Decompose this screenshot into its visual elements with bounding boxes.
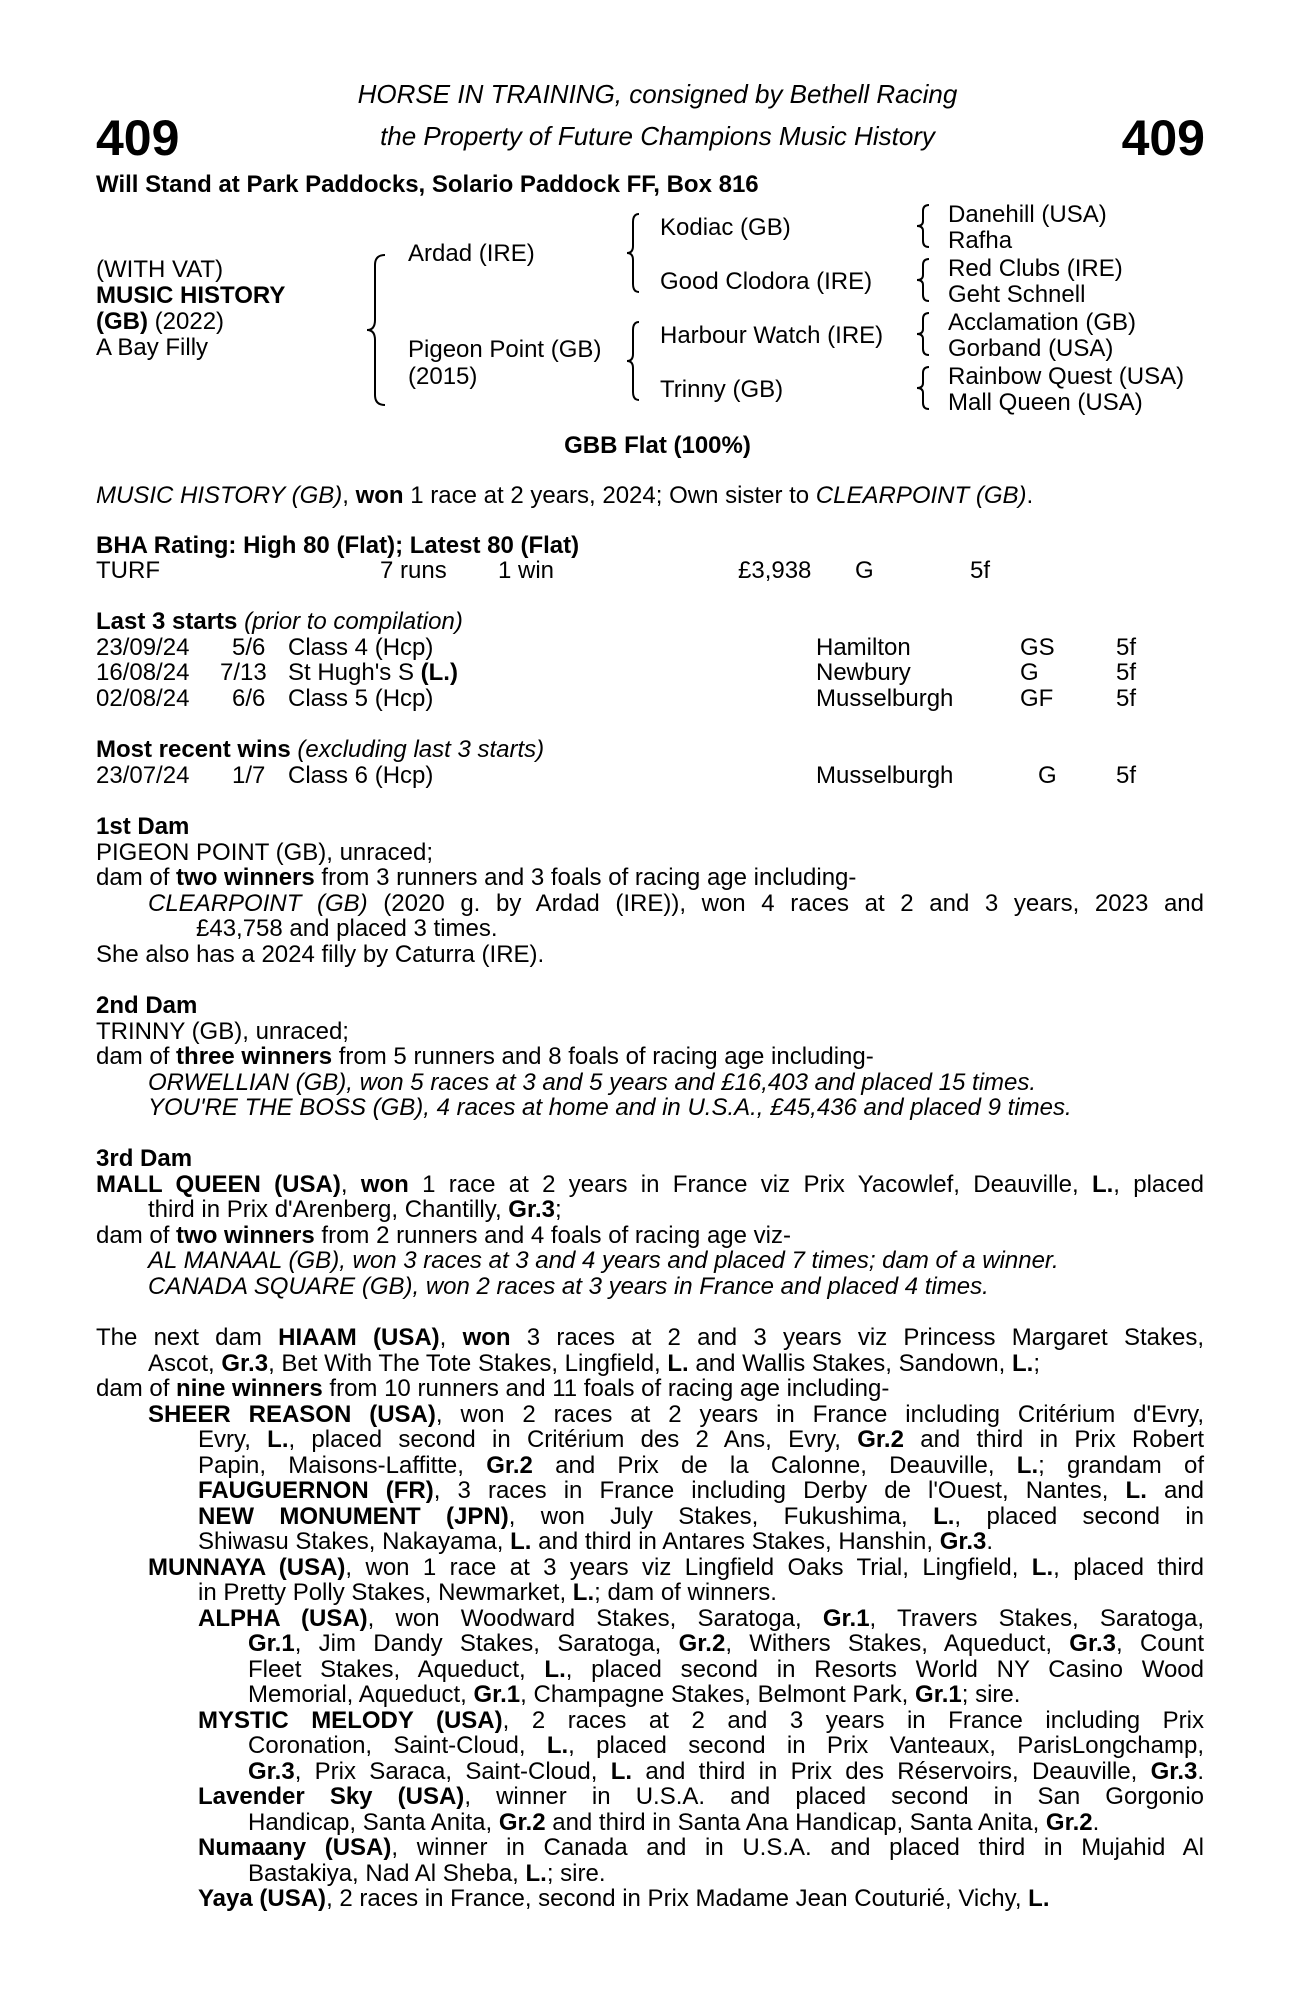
text: from 5 runners and 8 foals of racing age including-: [332, 1043, 874, 1070]
row-distance: 5f: [1116, 659, 1137, 686]
pedigree-brace-main: [365, 250, 395, 410]
progeny-name: Numaany (USA): [198, 1834, 392, 1861]
text: Fleet Stakes, Aqueduct,: [248, 1655, 545, 1683]
progeny-line: [96, 1402, 1204, 1428]
progeny-line: [96, 1810, 1204, 1836]
text: dam of: [96, 1375, 177, 1402]
next-dam-section: [96, 1325, 1204, 1912]
row-course: Musselburgh: [816, 685, 954, 712]
text: ; grandam of: [1038, 1451, 1204, 1479]
won-label: won: [462, 1324, 511, 1351]
pedigree-dam: Pigeon Point (GB): [408, 336, 602, 363]
text: , won 3 races at 3 and 4 years and placed 7 times; dam of a winner.: [339, 1247, 1059, 1274]
winners-count: two winners: [176, 1221, 315, 1249]
text: , placed second in Prix Vanteaux, ParisLongchamp,: [568, 1732, 1204, 1759]
third-dam-section: [96, 1146, 1204, 1299]
text: , Bet With The Tote Stakes, Lingfield,: [268, 1349, 668, 1377]
dam-line: [96, 1376, 1204, 1402]
dam-line: TRINNY (GB), unraced;: [96, 1017, 349, 1045]
summary-won: won: [355, 482, 404, 509]
text: , won 2 races at 2 years in France including Critérium d'Evry,: [435, 1400, 1204, 1428]
group-label: Gr.2: [498, 1808, 546, 1836]
turf-prize: £3,938: [738, 557, 812, 584]
summary-horse: MUSIC HISTORY (GB): [96, 482, 343, 509]
dam-line: [96, 1223, 1204, 1249]
progeny-line: [96, 1708, 1204, 1734]
progeny-line: £43,758 and placed 3 times.: [196, 915, 498, 942]
text: ; dam of winners.: [594, 1579, 777, 1606]
listed-label: L.: [510, 1528, 532, 1555]
progeny-line: [96, 1835, 1204, 1861]
progeny-line: [96, 1733, 1204, 1759]
pedigree-brace-clodora: [915, 257, 935, 303]
text: , won July Stakes, Fukushima,: [508, 1502, 934, 1530]
pedigree-brace-dam: [625, 320, 645, 402]
progeny-name: ALPHA (USA): [198, 1604, 368, 1632]
text: and third in Prix des Réservoirs, Deauville,: [632, 1757, 1151, 1785]
row-race: [288, 660, 458, 686]
text: (2020 g. by Ardad (IRE)), won 4 races at 2 and 3 years, 2023 and: [367, 889, 1204, 917]
progeny-name: FAUGUERNON (FR): [198, 1477, 434, 1504]
progeny-line: [96, 1580, 1204, 1606]
listed-label: L.: [1125, 1477, 1147, 1504]
text: , Withers Stakes, Aqueduct,: [725, 1630, 1070, 1657]
text: , placed second in: [954, 1502, 1204, 1530]
text: , placed second in Critérium des 2 Ans, Evry,: [288, 1426, 858, 1453]
progeny-line: [96, 1248, 1204, 1274]
summary-sister: CLEARPOINT (GB): [815, 482, 1027, 509]
text: , Count: [1115, 1630, 1204, 1657]
pedigree-gen3-3: Red Clubs (IRE): [948, 255, 1123, 282]
lot-number-right: 409: [1121, 110, 1205, 166]
row-distance: 5f: [1116, 685, 1137, 712]
listed-label: L.: [544, 1655, 566, 1683]
row-going: GF: [1020, 685, 1054, 712]
row-race: Class 4 (Hcp): [288, 634, 434, 661]
group-label: Gr.2: [857, 1426, 904, 1453]
lot-number-left: 409: [96, 110, 180, 166]
progeny-name: YOU'RE THE BOSS (GB): [148, 1094, 424, 1121]
row-race-listed: (L.): [420, 659, 458, 686]
progeny-line: [96, 1453, 1204, 1479]
won-label: won: [360, 1170, 409, 1198]
text: .: [986, 1528, 994, 1555]
row-course: Hamilton: [816, 634, 911, 661]
text: Shiwasu Stakes, Nakayama,: [198, 1528, 511, 1555]
group-label: Gr.3: [221, 1349, 269, 1377]
text: dam of: [96, 864, 177, 891]
first-dam-section: [96, 814, 1204, 967]
pedigree-dam-year: (2015): [408, 363, 478, 390]
progeny-name: Lavender Sky (USA): [198, 1783, 465, 1810]
dam-line: [96, 1197, 1204, 1223]
text: , Travers Stakes, Saratoga,: [869, 1604, 1204, 1632]
section-heading: 3rd Dam: [96, 1145, 193, 1172]
dam-line: [96, 1044, 1204, 1070]
row-distance: 5f: [1116, 634, 1137, 661]
turf-going: G: [855, 557, 874, 584]
group-label: Gr.3: [939, 1528, 987, 1555]
group-label: Gr.2: [678, 1630, 726, 1657]
text: and third in Antares Stakes, Hanshin,: [531, 1528, 940, 1555]
progeny-line: [96, 1555, 1204, 1581]
progeny-line: [96, 1861, 1204, 1887]
row-date: 23/09/24: [96, 634, 190, 661]
race-summary: MUSIC HISTORY (GB), won 1 race at 2 years, 2024; Own sister to CLEARPOINT (GB).: [96, 482, 1034, 509]
row-distance: 5f: [1116, 762, 1137, 789]
summary-end: .: [1026, 482, 1034, 509]
progeny-line: [96, 1657, 1204, 1683]
text: Ascot,: [148, 1349, 222, 1377]
pedigree-sire: Ardad (IRE): [408, 240, 535, 267]
gbb-rating: GBB Flat (100%): [564, 432, 751, 459]
progeny-line: [96, 1784, 1204, 1810]
dam-line: PIGEON POINT (GB), unraced;: [96, 838, 433, 866]
text: ;: [1033, 1349, 1040, 1377]
text: dam of: [96, 1043, 177, 1070]
text: , placed third: [1053, 1553, 1204, 1581]
text: , Jim Dandy Stakes, Saratoga,: [294, 1630, 679, 1657]
text: ,: [340, 1170, 361, 1198]
listed-label: L.: [667, 1349, 689, 1377]
row-course: Musselburgh: [816, 762, 954, 789]
recent-wins-title: [96, 737, 544, 763]
section-heading: 2nd Dam: [96, 992, 198, 1019]
progeny-line: [96, 1682, 1204, 1708]
row-position: 6/6: [232, 685, 266, 712]
listed-label: L.: [546, 1732, 569, 1759]
last3-heading: Last 3 starts: [96, 608, 238, 635]
horse-country: (GB): [96, 308, 148, 335]
pedigree-gen3-8: Mall Queen (USA): [948, 389, 1143, 416]
turf-wins: 1 win: [498, 557, 555, 584]
text: , 2 races in France, second in Prix Madame Jean Couturié, Vichy,: [326, 1885, 1029, 1912]
progeny-line: [96, 891, 1204, 917]
recent-note: (excluding last 3 starts): [290, 736, 545, 763]
group-label: Gr.1: [473, 1681, 521, 1708]
horse-year: (2022): [147, 308, 225, 335]
text: from 10 runners and 11 foals of racing age including-: [322, 1375, 890, 1402]
vat-label: (WITH VAT): [96, 256, 224, 283]
text: , won Woodward Stakes, Saratoga,: [367, 1604, 823, 1632]
text: 1 race at 2 years in France viz Prix Yacowlef, Deauville,: [408, 1170, 1092, 1198]
progeny-line: [96, 1427, 1204, 1453]
text: , won 1 race at 3 years viz Lingfield Oaks Trial, Lingfield,: [345, 1553, 1032, 1581]
dam-line: She also has a 2024 filly by Caturra (IRE).: [96, 940, 545, 968]
progeny-line: [96, 1070, 1204, 1096]
progeny-name: NEW MONUMENT (JPN): [198, 1502, 509, 1530]
listed-label: L.: [1012, 1349, 1034, 1377]
text: , 3 races in France including Derby de l'Ouest, Nantes,: [433, 1477, 1126, 1504]
pedigree-gen3-7: Rainbow Quest (USA): [948, 363, 1185, 390]
text: ; sire.: [546, 1859, 606, 1887]
progeny-line: [96, 1759, 1204, 1785]
dam-line: [96, 865, 1204, 891]
listed-label: L.: [933, 1502, 955, 1530]
listed-label: L.: [1091, 1170, 1114, 1198]
turf-surface: TURF: [96, 557, 160, 584]
row-race: Class 6 (Hcp): [288, 762, 434, 789]
text: , placed second in Resorts World NY Casino Wood: [565, 1655, 1204, 1683]
text: Bastakiya, Nad Al Sheba,: [248, 1859, 526, 1887]
pedigree-gen2-4: Trinny (GB): [660, 376, 784, 403]
dam-line: [96, 1351, 1204, 1377]
pedigree-brace-kodiac: [915, 203, 935, 249]
section-heading: 1st Dam: [96, 813, 190, 840]
row-course: Newbury: [816, 659, 911, 686]
group-label: Gr.3: [508, 1196, 555, 1223]
text: Handicap, Santa Anita,: [248, 1808, 499, 1836]
text: ;: [555, 1196, 562, 1223]
summary-text: 1 race at 2 years, 2024; Own sister to: [403, 482, 816, 509]
row-position: 5/6: [232, 634, 266, 661]
horse-description: A Bay Filly: [96, 334, 209, 361]
winners-count: three winners: [176, 1043, 333, 1070]
group-label: Gr.2: [486, 1451, 533, 1479]
row-date: 23/07/24: [96, 762, 190, 789]
text: ,: [439, 1324, 463, 1351]
stand-location: Will Stand at Park Paddocks, Solario Paddock FF, Box 816: [96, 171, 759, 198]
pedigree-gen2-3: Harbour Watch (IRE): [660, 322, 884, 349]
header-property: the Property of Future Champions Music History: [380, 121, 935, 151]
text: , won 2 races at 3 years in France and placed 4 times.: [412, 1272, 989, 1300]
row-race-text: St Hugh's S: [288, 659, 421, 686]
group-label: Gr.1: [248, 1630, 295, 1657]
last3-note: (prior to compilation): [237, 608, 463, 635]
recent-heading: Most recent wins: [96, 736, 291, 763]
pedigree-gen2-1: Kodiac (GB): [660, 214, 791, 241]
header-consignor: HORSE IN TRAINING, consigned by Bethell Racing: [357, 79, 958, 109]
row-race: Class 5 (Hcp): [288, 685, 434, 712]
text: third in Prix d'Arenberg, Chantilly,: [148, 1196, 509, 1223]
dam-name: MALL QUEEN (USA): [96, 1170, 341, 1198]
row-date: 02/08/24: [96, 685, 190, 712]
pedigree-brace-sire: [625, 212, 645, 294]
listed-label: L.: [1028, 1885, 1050, 1912]
progeny-line: [96, 1095, 1204, 1121]
text: Papin, Maisons-Laffitte,: [198, 1451, 487, 1479]
pedigree-brace-trinny: [915, 365, 935, 411]
horse-origin: [96, 309, 224, 335]
progeny-name: CLEARPOINT (GB): [148, 889, 368, 917]
text: and third in Santa Ana Handicap, Santa Anita,: [545, 1808, 1046, 1836]
progeny-line: [96, 1606, 1204, 1632]
turf-distance: 5f: [970, 557, 991, 584]
progeny-name: MUNNAYA (USA): [148, 1553, 346, 1581]
text: .: [1092, 1808, 1100, 1836]
turf-runs: 7 runs: [380, 557, 447, 584]
listed-label: L.: [1031, 1553, 1054, 1581]
listed-label: L.: [525, 1859, 547, 1887]
group-label: Gr.1: [822, 1604, 870, 1632]
last3-title: [96, 609, 463, 635]
bha-rating: BHA Rating: High 80 (Flat); Latest 80 (Flat): [96, 532, 580, 559]
row-going: G: [1038, 762, 1057, 789]
progeny-name: MYSTIC MELODY (USA): [198, 1706, 503, 1734]
dam-line: [96, 1325, 1204, 1351]
text: and: [1146, 1477, 1204, 1504]
text: in Pretty Polly Stakes, Newmarket,: [198, 1579, 573, 1606]
pedigree-gen3-4: Geht Schnell: [948, 281, 1086, 308]
pedigree-brace-harbour: [915, 311, 935, 357]
row-date: 16/08/24: [96, 659, 190, 686]
progeny-name: CANADA SQUARE (GB): [148, 1272, 413, 1300]
pedigree-gen3-5: Acclamation (GB): [948, 309, 1137, 336]
pedigree-gen2-2: Good Clodora (IRE): [660, 268, 873, 295]
dam-line: [96, 1172, 1204, 1198]
winners-count: nine winners: [176, 1375, 323, 1402]
text: and Prix de la Calonne, Deauville,: [532, 1451, 1017, 1479]
progeny-line: [96, 1478, 1204, 1504]
text: , 2 races at 2 and 3 years in France including Prix: [502, 1706, 1204, 1734]
text: dam of: [96, 1221, 177, 1249]
text: from 3 runners and 3 foals of racing age including-: [314, 864, 857, 891]
row-going: GS: [1020, 634, 1055, 661]
row-position: 7/13: [220, 659, 267, 686]
text: and Wallis Stakes, Sandown,: [688, 1349, 1012, 1377]
text: from 2 runners and 4 foals of racing age viz-: [314, 1221, 791, 1249]
listed-label: L.: [267, 1426, 289, 1453]
text: , Champagne Stakes, Belmont Park,: [520, 1681, 916, 1708]
listed-label: L.: [572, 1579, 595, 1606]
progeny-line: [96, 1631, 1204, 1657]
row-going: G: [1020, 659, 1039, 686]
group-label: Gr.3: [1150, 1757, 1198, 1785]
dam-name: HIAAM (USA): [278, 1324, 440, 1351]
listed-label: L.: [1016, 1451, 1039, 1479]
pedigree-gen3-2: Rafha: [948, 227, 1013, 254]
text: .: [1197, 1757, 1205, 1785]
text: and third in Prix Robert: [903, 1426, 1205, 1453]
winners-count: two winners: [176, 864, 315, 891]
group-label: Gr.1: [915, 1681, 962, 1708]
text: ; sire.: [961, 1681, 1021, 1708]
text: Memorial, Aqueduct,: [248, 1681, 474, 1708]
group-label: Gr.3: [1069, 1630, 1116, 1657]
progeny-line: [96, 1529, 1204, 1555]
listed-label: L.: [610, 1757, 633, 1785]
row-position: 1/7: [232, 762, 266, 789]
text: , winner in Canada and in U.S.A. and placed third in Mujahid Al: [391, 1834, 1205, 1861]
pedigree-gen3-6: Gorband (USA): [948, 335, 1114, 362]
horse-name: MUSIC HISTORY: [96, 282, 286, 309]
progeny-line: [96, 1274, 1204, 1300]
progeny-name: Yaya (USA): [198, 1885, 327, 1912]
text: 3 races at 2 and 3 years viz Princess Margaret Stakes,: [510, 1324, 1204, 1351]
text: , 4 races at home and in U.S.A., £45,436 and placed 9 times.: [423, 1094, 1072, 1121]
progeny-line: [96, 1886, 1204, 1912]
progeny-name: ORWELLIAN (GB): [148, 1068, 347, 1096]
progeny-name: SHEER REASON (USA): [148, 1400, 436, 1428]
text: , Prix Saraca, Saint-Cloud,: [294, 1757, 611, 1785]
text: , winner in U.S.A. and placed second in San Gorgonio: [464, 1783, 1205, 1810]
text: Evry,: [198, 1426, 268, 1453]
progeny-line: [96, 1504, 1204, 1530]
text: Coronation, Saint-Cloud,: [248, 1732, 547, 1759]
text: , placed: [1113, 1170, 1204, 1198]
text: , won 5 races at 3 and 5 years and £16,403 and placed 15 times.: [346, 1068, 1037, 1096]
group-label: Gr.3: [248, 1757, 295, 1785]
progeny-name: AL MANAAL (GB): [148, 1247, 340, 1274]
group-label: Gr.2: [1045, 1808, 1093, 1836]
second-dam-section: [96, 993, 1204, 1121]
pedigree-gen3-1: Danehill (USA): [948, 201, 1107, 228]
text: The next dam: [96, 1324, 279, 1351]
